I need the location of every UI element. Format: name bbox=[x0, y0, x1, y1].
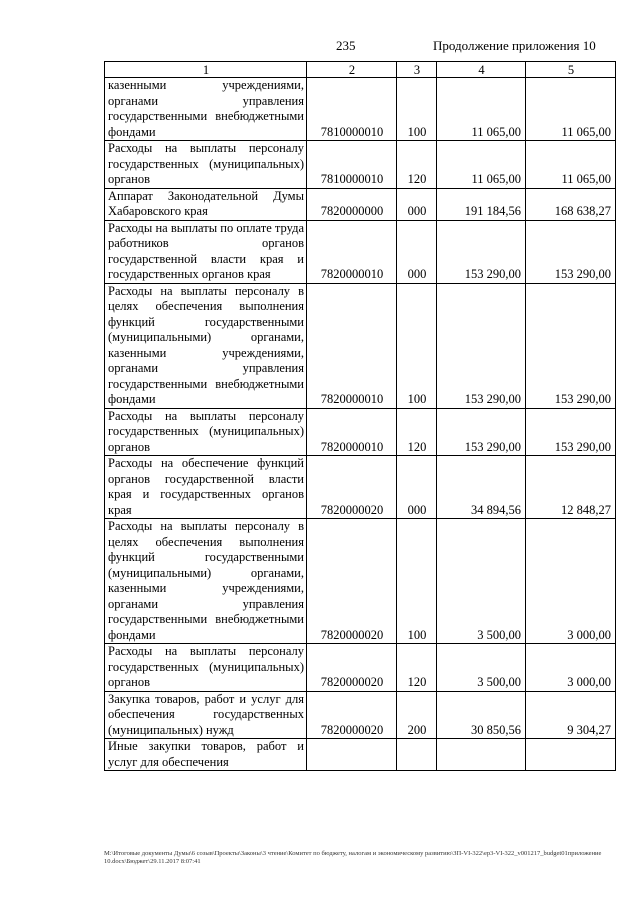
table-row bbox=[105, 456, 616, 519]
target-code-cell: 7820000010 bbox=[307, 220, 397, 283]
table-row bbox=[105, 141, 616, 189]
expense-type-cell bbox=[397, 739, 437, 771]
page-number: 235 bbox=[336, 38, 356, 53]
amount-2018-cell: 30 850,56 bbox=[437, 691, 526, 739]
column-header-3: 3 bbox=[397, 62, 437, 78]
expense-name-cell: казенными учреждениями, органами управления государственными внебюджетными фондами bbox=[105, 78, 307, 141]
amount-2018-cell: 11 065,00 bbox=[437, 141, 526, 189]
expense-name-cell: Иные закупки товаров, работ и услуг для обеспечения bbox=[105, 739, 307, 771]
table-row bbox=[105, 644, 616, 692]
expense-name-cell: Расходы на выплаты по оплате труда работников органов государственной власти края и государственных органов края bbox=[105, 220, 307, 283]
amount-2018-cell: 153 290,00 bbox=[437, 408, 526, 456]
amount-2019-cell: 168 638,27 bbox=[526, 188, 616, 220]
amount-2019-cell: 11 065,00 bbox=[526, 78, 616, 141]
amount-2018-cell: 11 065,00 bbox=[437, 78, 526, 141]
target-code-cell: 7820000000 bbox=[307, 188, 397, 220]
target-code-cell bbox=[307, 739, 397, 771]
amount-2019-cell: 153 290,00 bbox=[526, 220, 616, 283]
target-code-cell: 7820000010 bbox=[307, 283, 397, 408]
amount-2019-cell: 12 848,27 bbox=[526, 456, 616, 519]
table-row bbox=[105, 519, 616, 644]
target-code-cell: 7820000020 bbox=[307, 456, 397, 519]
target-code-cell: 7820000020 bbox=[307, 691, 397, 739]
table-row bbox=[105, 78, 616, 141]
expense-type-cell: 120 bbox=[397, 644, 437, 692]
amount-2019-cell: 3 000,00 bbox=[526, 644, 616, 692]
table-row bbox=[105, 739, 616, 771]
expense-name-cell: Расходы на выплаты персоналу государственных (муниципальных) органов bbox=[105, 408, 307, 456]
expense-type-cell: 100 bbox=[397, 78, 437, 141]
file-path-footer: M:\Итоговые документы Думы\6 созыв\Проекты\Законы\3 чтение\Комитет по бюджету, налогам и экономическому развитию\ЗП-VI-322\ер3-VI-322_v001217_budget01приложение 10.docx\Бюджет\29.11.2017 8:07:41 bbox=[104, 850, 602, 865]
amount-2018-cell: 191 184,56 bbox=[437, 188, 526, 220]
target-code-cell: 7820000010 bbox=[307, 408, 397, 456]
table-row bbox=[105, 188, 616, 220]
expense-name-cell: Расходы на выплаты персоналу государственных (муниципальных) органов bbox=[105, 141, 307, 189]
amount-2019-cell: 3 000,00 bbox=[526, 519, 616, 644]
target-code-cell: 7820000020 bbox=[307, 519, 397, 644]
amount-2018-cell: 153 290,00 bbox=[437, 283, 526, 408]
expense-type-cell: 120 bbox=[397, 408, 437, 456]
budget-table bbox=[104, 61, 616, 771]
amount-2019-cell bbox=[526, 739, 616, 771]
expense-type-cell: 000 bbox=[397, 456, 437, 519]
column-header-5: 5 bbox=[526, 62, 616, 78]
expense-name-cell: Расходы на выплаты персоналу государственных (муниципальных) органов bbox=[105, 644, 307, 692]
amount-2018-cell: 3 500,00 bbox=[437, 644, 526, 692]
expense-type-cell: 000 bbox=[397, 220, 437, 283]
expense-name-cell: Расходы на обеспечение функций органов государственной власти края и государственных органов края bbox=[105, 456, 307, 519]
expense-type-cell: 000 bbox=[397, 188, 437, 220]
table-row bbox=[105, 691, 616, 739]
column-header-1: 1 bbox=[105, 62, 307, 78]
amount-2019-cell: 11 065,00 bbox=[526, 141, 616, 189]
expense-type-cell: 100 bbox=[397, 283, 437, 408]
target-code-cell: 7810000010 bbox=[307, 141, 397, 189]
table-body bbox=[105, 78, 616, 771]
table-row bbox=[105, 283, 616, 408]
amount-2019-cell: 9 304,27 bbox=[526, 691, 616, 739]
amount-2019-cell: 153 290,00 bbox=[526, 408, 616, 456]
expense-name-cell: Закупка товаров, работ и услуг для обеспечения государственных (муниципальных) нужд bbox=[105, 691, 307, 739]
column-header-4: 4 bbox=[437, 62, 526, 78]
table-row bbox=[105, 220, 616, 283]
amount-2018-cell: 153 290,00 bbox=[437, 220, 526, 283]
expense-name-cell: Расходы на выплаты персоналу в целях обеспечения выполнения функций государственными (муниципальными) органами, казенными учреждениями, органами управления государственными внебюджетными фондами bbox=[105, 283, 307, 408]
expense-type-cell: 200 bbox=[397, 691, 437, 739]
column-header-2: 2 bbox=[307, 62, 397, 78]
continuation-title: Продолжение приложения 10 bbox=[433, 38, 596, 53]
expense-type-cell: 120 bbox=[397, 141, 437, 189]
amount-2018-cell bbox=[437, 739, 526, 771]
expense-name-cell: Расходы на выплаты персоналу в целях обеспечения выполнения функций государственными (муниципальными) органами, казенными учреждениями, органами управления государственными внебюджетными фондами bbox=[105, 519, 307, 644]
table-row bbox=[105, 408, 616, 456]
amount-2018-cell: 3 500,00 bbox=[437, 519, 526, 644]
amount-2019-cell: 153 290,00 bbox=[526, 283, 616, 408]
expense-type-cell: 100 bbox=[397, 519, 437, 644]
column-numbers-row bbox=[105, 62, 616, 78]
target-code-cell: 7820000020 bbox=[307, 644, 397, 692]
target-code-cell: 7810000010 bbox=[307, 78, 397, 141]
expense-name-cell: Аппарат Законодательной Думы Хабаровского края bbox=[105, 188, 307, 220]
amount-2018-cell: 34 894,56 bbox=[437, 456, 526, 519]
